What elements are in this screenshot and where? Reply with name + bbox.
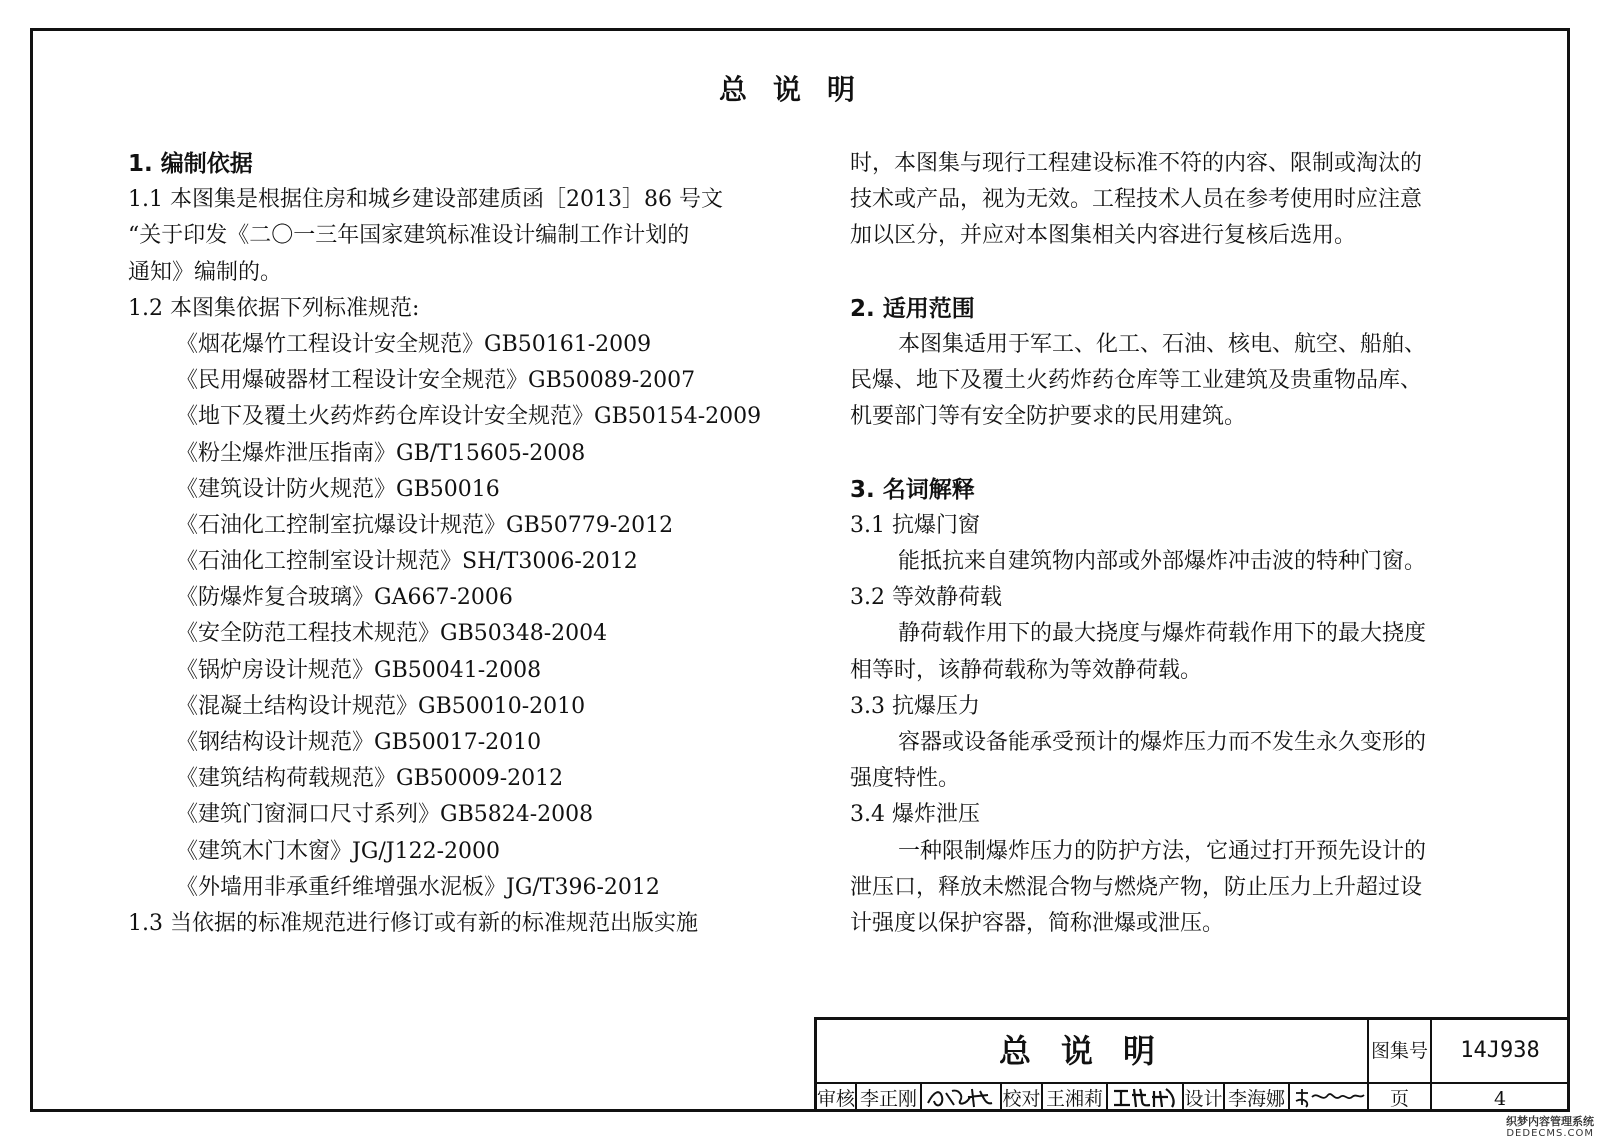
text-line: 相等时，该静荷载称为等效静荷载。 [850, 657, 1203, 683]
text-line: 能抵抗来自建筑物内部或外部爆炸冲击波的特种门窗。 [898, 549, 1427, 575]
section-heading: 1. 编制依据 [128, 151, 253, 177]
spacer [850, 255, 1490, 291]
page-label: 页 [1389, 1088, 1409, 1110]
text-line: 《防爆炸复合玻璃》GA667-2006 [176, 585, 513, 611]
text-line: 《混凝土结构设计规范》GB50010-2010 [176, 693, 586, 719]
text-line: 一种限制爆炸压力的防护方法，它通过打开预先设计的 [898, 838, 1427, 864]
text-line: 3.4 爆炸泄压 [850, 802, 980, 828]
page-title: 总说明 [718, 73, 881, 106]
watermark-line2: DEDECMS.COM [1506, 1128, 1594, 1139]
text-line: 《建筑结构荷载规范》GB50009-2012 [176, 766, 564, 792]
text-line: “关于印发《二〇一三年国家建筑标准设计编制工作计划的 [128, 223, 690, 249]
text-line: 时，本图集与现行工程建设标准不符的内容、限制或淘汰的 [850, 151, 1423, 176]
text-line: 《钢结构设计规范》GB50017-2010 [176, 730, 542, 755]
page-number: 4 [1493, 1088, 1507, 1110]
text-line: 《烟花爆竹工程设计安全规范》GB50161-2009 [176, 331, 652, 357]
text-line: 《地下及覆土火药炸药仓库设计安全规范》GB50154-2009 [176, 404, 762, 430]
proofreader-name: 王湘莉 [1045, 1088, 1103, 1110]
text-line: 《石油化工控制室抗爆设计规范》GB50779-2012 [176, 512, 674, 538]
text-line: 1.3 当依据的标准规范进行修订或有新的标准规范出版实施 [128, 910, 698, 936]
text-line: 3.2 等效静荷载 [850, 585, 1002, 611]
watermark-line1: 织梦内容管理系统 [1506, 1115, 1594, 1128]
section-heading: 3. 名词解释 [850, 476, 975, 503]
text-line: 《锅炉房设计规范》GB50041-2008 [176, 657, 542, 683]
text-line: 《安全防范工程技术规范》GB50348-2004 [176, 621, 608, 647]
spacer [850, 436, 1490, 472]
text-line: 1.1 本图集是根据住房和城乡建设部建质函［2013］86 号文 [128, 187, 723, 213]
text-line: 《建筑木门木窗》JG/J122-2000 [176, 838, 501, 864]
designer-signature [1292, 1085, 1366, 1111]
text-line: 通知》编制的。 [128, 259, 283, 285]
reviewer-signature [924, 1085, 996, 1111]
left-column [128, 146, 808, 942]
atlas-number-label: 图集号 [1370, 1040, 1428, 1062]
text-line: 容器或设备能承受预计的爆炸压力而不发生永久变形的 [898, 730, 1427, 755]
design-label: 设计 [1184, 1088, 1223, 1110]
text-line: 本图集适用于军工、化工、石油、核电、航空、船舶、 [898, 331, 1427, 357]
designer-name: 李海娜 [1227, 1088, 1285, 1110]
text-line: 机要部门等有安全防护要求的民用建筑。 [850, 404, 1247, 430]
text-line: 静荷载作用下的最大挠度与爆炸荷载作用下的最大挠度 [898, 621, 1427, 647]
text-line: 强度特性。 [850, 766, 961, 792]
right-column [850, 146, 1490, 942]
text-line: 3.3 抗爆压力 [850, 693, 980, 719]
text-line: 1.2 本图集依据下列标准规范: [128, 295, 420, 321]
proof-label: 校对 [1002, 1088, 1041, 1110]
proofreader-signature [1110, 1085, 1180, 1111]
atlas-number: 14J938 [1460, 1038, 1540, 1063]
review-label: 审核 [817, 1088, 856, 1110]
text-line: 《建筑门窗洞口尺寸系列》GB5824-2008 [176, 802, 594, 828]
reviewer-name: 李正刚 [859, 1088, 917, 1110]
watermark [1506, 1115, 1594, 1140]
text-line: 加以区分，并应对本图集相关内容进行复核后选用。 [850, 223, 1357, 249]
text-line: 《民用爆破器材工程设计安全规范》GB50089-2007 [176, 368, 696, 394]
text-line: 《粉尘爆炸泄压指南》GB/T15605-2008 [176, 440, 586, 466]
text-line: 技术或产品，视为无效。工程技术人员在参考使用时应注意 [850, 187, 1423, 213]
text-line: 民爆、地下及覆土火药炸药仓库等工业建筑及贵重物品库、 [850, 368, 1423, 394]
text-line: 计强度以保护容器，简称泄爆或泄压。 [850, 910, 1225, 936]
text-line: 3.1 抗爆门窗 [850, 512, 980, 538]
section-heading: 2. 适用范围 [850, 295, 975, 322]
text-line: 《石油化工控制室设计规范》SH/T3006-2012 [176, 549, 638, 575]
title-block-title: 总说明 [998, 1032, 1185, 1070]
text-line: 《外墙用非承重纤维增强水泥板》JG/T396-2012 [176, 874, 660, 900]
text-line: 泄压口，释放未燃混合物与燃烧产物，防止压力上升超过设 [850, 874, 1423, 900]
text-line: 《建筑设计防火规范》GB50016 [176, 476, 500, 502]
